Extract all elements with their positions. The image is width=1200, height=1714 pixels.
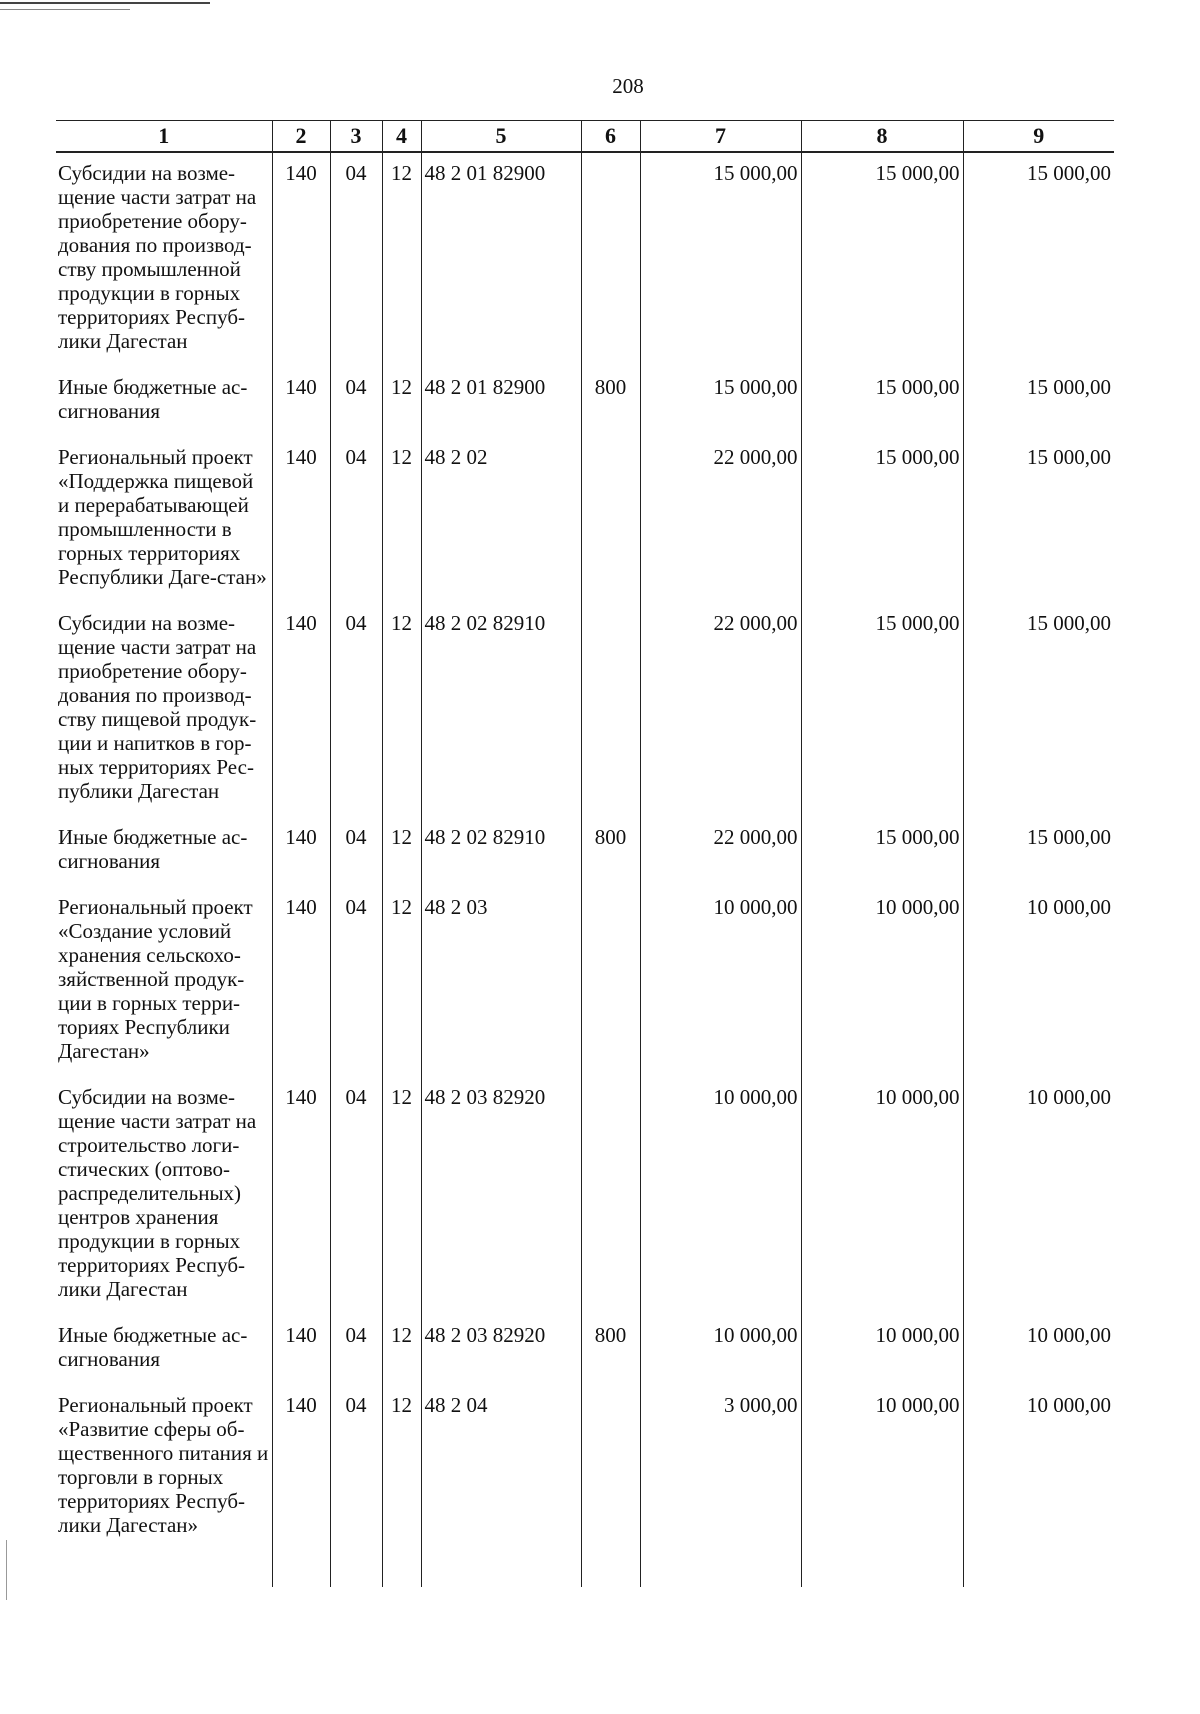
cell-col-8: 15 000,00 <box>801 817 963 887</box>
cell-col-2: 140 <box>272 1385 330 1587</box>
cell-col-3: 04 <box>330 437 382 603</box>
table-body <box>56 152 1114 1587</box>
page-number: 208 <box>612 74 644 98</box>
cell-col-8: 15 000,00 <box>801 603 963 817</box>
cell-col-4: 12 <box>382 437 421 603</box>
cell-col-2: 140 <box>272 817 330 887</box>
cell-col-6: 800 <box>581 1315 640 1385</box>
cell-col-3: 04 <box>330 887 382 1077</box>
column-header-3: 3 <box>330 121 382 153</box>
column-header-7: 7 <box>640 121 801 153</box>
table-header-row <box>56 121 1114 153</box>
table-row <box>56 887 1114 1077</box>
cell-name: Субсидии на возме-щение части затрат на приобретение обору-дования по производ-ству пищевой продук-ции и напитков в гор-ных территориях Рес-публики Дагестан <box>58 611 257 803</box>
cell-col-6 <box>581 603 640 817</box>
cell-col-4: 12 <box>382 887 421 1077</box>
cell-col-9: 10 000,00 <box>963 1077 1114 1315</box>
cell-col-8: 15 000,00 <box>801 437 963 603</box>
cell-col-9: 10 000,00 <box>963 1385 1114 1587</box>
cell-col-6 <box>581 1077 640 1315</box>
cell-col-8: 10 000,00 <box>801 1385 963 1587</box>
cell-col-6 <box>581 1385 640 1587</box>
cell-col-7: 10 000,00 <box>640 887 801 1077</box>
cell-col-5: 48 2 03 82920 <box>421 1077 581 1315</box>
column-header-4: 4 <box>382 121 421 153</box>
cell-col-8: 15 000,00 <box>801 152 963 367</box>
cell-col-5: 48 2 02 82910 <box>421 817 581 887</box>
column-header-8: 8 <box>801 121 963 153</box>
table-row <box>56 152 1114 367</box>
budget-table <box>56 120 1114 1587</box>
cell-col-4: 12 <box>382 1077 421 1315</box>
cell-col-2: 140 <box>272 437 330 603</box>
cell-col-6 <box>581 887 640 1077</box>
cell-name: Региональный проект «Развитие сферы об-щественного питания и торговли в горных территориях Респуб-лики Дагестан» <box>58 1393 269 1537</box>
cell-col-4: 12 <box>382 817 421 887</box>
cell-col-9: 15 000,00 <box>963 603 1114 817</box>
cell-col-3: 04 <box>330 1315 382 1385</box>
cell-col-3: 04 <box>330 1385 382 1587</box>
column-header-1: 1 <box>56 121 272 153</box>
scan-edge-mark <box>6 1540 7 1600</box>
cell-col-6: 800 <box>581 817 640 887</box>
cell-col-8: 10 000,00 <box>801 887 963 1077</box>
cell-name: Иные бюджетные ас-сигнования <box>58 375 248 423</box>
cell-name: Иные бюджетные ас-сигнования <box>58 1323 248 1371</box>
scan-edge-mark <box>0 2 210 4</box>
cell-col-2: 140 <box>272 1077 330 1315</box>
cell-col-5: 48 2 04 <box>421 1385 581 1587</box>
cell-col-4: 12 <box>382 1315 421 1385</box>
cell-col-2: 140 <box>272 1315 330 1385</box>
cell-name: Иные бюджетные ас-сигнования <box>58 825 248 873</box>
cell-col-7: 3 000,00 <box>640 1385 801 1587</box>
cell-col-3: 04 <box>330 817 382 887</box>
cell-col-9: 10 000,00 <box>963 887 1114 1077</box>
cell-col-9: 15 000,00 <box>963 367 1114 437</box>
cell-col-5: 48 2 01 82900 <box>421 367 581 437</box>
table-row <box>56 817 1114 887</box>
cell-col-5: 48 2 01 82900 <box>421 152 581 367</box>
cell-col-5: 48 2 02 <box>421 437 581 603</box>
table-row <box>56 1077 1114 1315</box>
cell-col-6: 800 <box>581 367 640 437</box>
cell-col-6 <box>581 437 640 603</box>
table-row <box>56 1315 1114 1385</box>
cell-col-3: 04 <box>330 1077 382 1315</box>
cell-col-5: 48 2 02 82910 <box>421 603 581 817</box>
table-row <box>56 437 1114 603</box>
cell-col-7: 22 000,00 <box>640 437 801 603</box>
table-row <box>56 603 1114 817</box>
cell-col-7: 22 000,00 <box>640 603 801 817</box>
cell-col-8: 15 000,00 <box>801 367 963 437</box>
cell-col-9: 15 000,00 <box>963 437 1114 603</box>
cell-col-4: 12 <box>382 152 421 367</box>
cell-col-2: 140 <box>272 887 330 1077</box>
scan-edge-mark <box>0 9 130 10</box>
cell-col-9: 15 000,00 <box>963 817 1114 887</box>
cell-col-2: 140 <box>272 152 330 367</box>
cell-col-6 <box>581 152 640 367</box>
column-header-5: 5 <box>421 121 581 153</box>
column-header-9: 9 <box>963 121 1114 153</box>
column-header-6: 6 <box>581 121 640 153</box>
cell-col-3: 04 <box>330 367 382 437</box>
table-row <box>56 1385 1114 1587</box>
table-row <box>56 367 1114 437</box>
cell-col-4: 12 <box>382 367 421 437</box>
cell-col-7: 22 000,00 <box>640 817 801 887</box>
cell-col-3: 04 <box>330 152 382 367</box>
cell-col-7: 15 000,00 <box>640 367 801 437</box>
cell-col-8: 10 000,00 <box>801 1315 963 1385</box>
cell-col-7: 10 000,00 <box>640 1077 801 1315</box>
cell-col-7: 15 000,00 <box>640 152 801 367</box>
cell-col-9: 15 000,00 <box>963 152 1114 367</box>
cell-col-4: 12 <box>382 603 421 817</box>
cell-name: Субсидии на возме-щение части затрат на строительство логи-стических (оптово-распределительных) центров хранения продукции в горных территориях Респуб-лики Дагестан <box>58 1085 257 1301</box>
cell-col-5: 48 2 03 <box>421 887 581 1077</box>
cell-col-9: 10 000,00 <box>963 1315 1114 1385</box>
cell-col-4: 12 <box>382 1385 421 1587</box>
column-header-2: 2 <box>272 121 330 153</box>
cell-col-2: 140 <box>272 603 330 817</box>
cell-col-7: 10 000,00 <box>640 1315 801 1385</box>
cell-name: Региональный проект «Создание условий хранения сельскохо-зяйственной продук-ции в горных терри-ториях Республики Дагестан» <box>58 895 253 1063</box>
cell-col-2: 140 <box>272 367 330 437</box>
cell-col-5: 48 2 03 82920 <box>421 1315 581 1385</box>
cell-col-8: 10 000,00 <box>801 1077 963 1315</box>
cell-name: Субсидии на возме-щение части затрат на приобретение обору-дования по производ-ству промышленной продукции в горных территориях Респуб-лики Дагестан <box>58 161 257 353</box>
cell-col-3: 04 <box>330 603 382 817</box>
cell-name: Региональный проект «Поддержка пищевой и перерабатывающей промышленности в горных территориях Республики Даге-стан» <box>58 445 267 589</box>
